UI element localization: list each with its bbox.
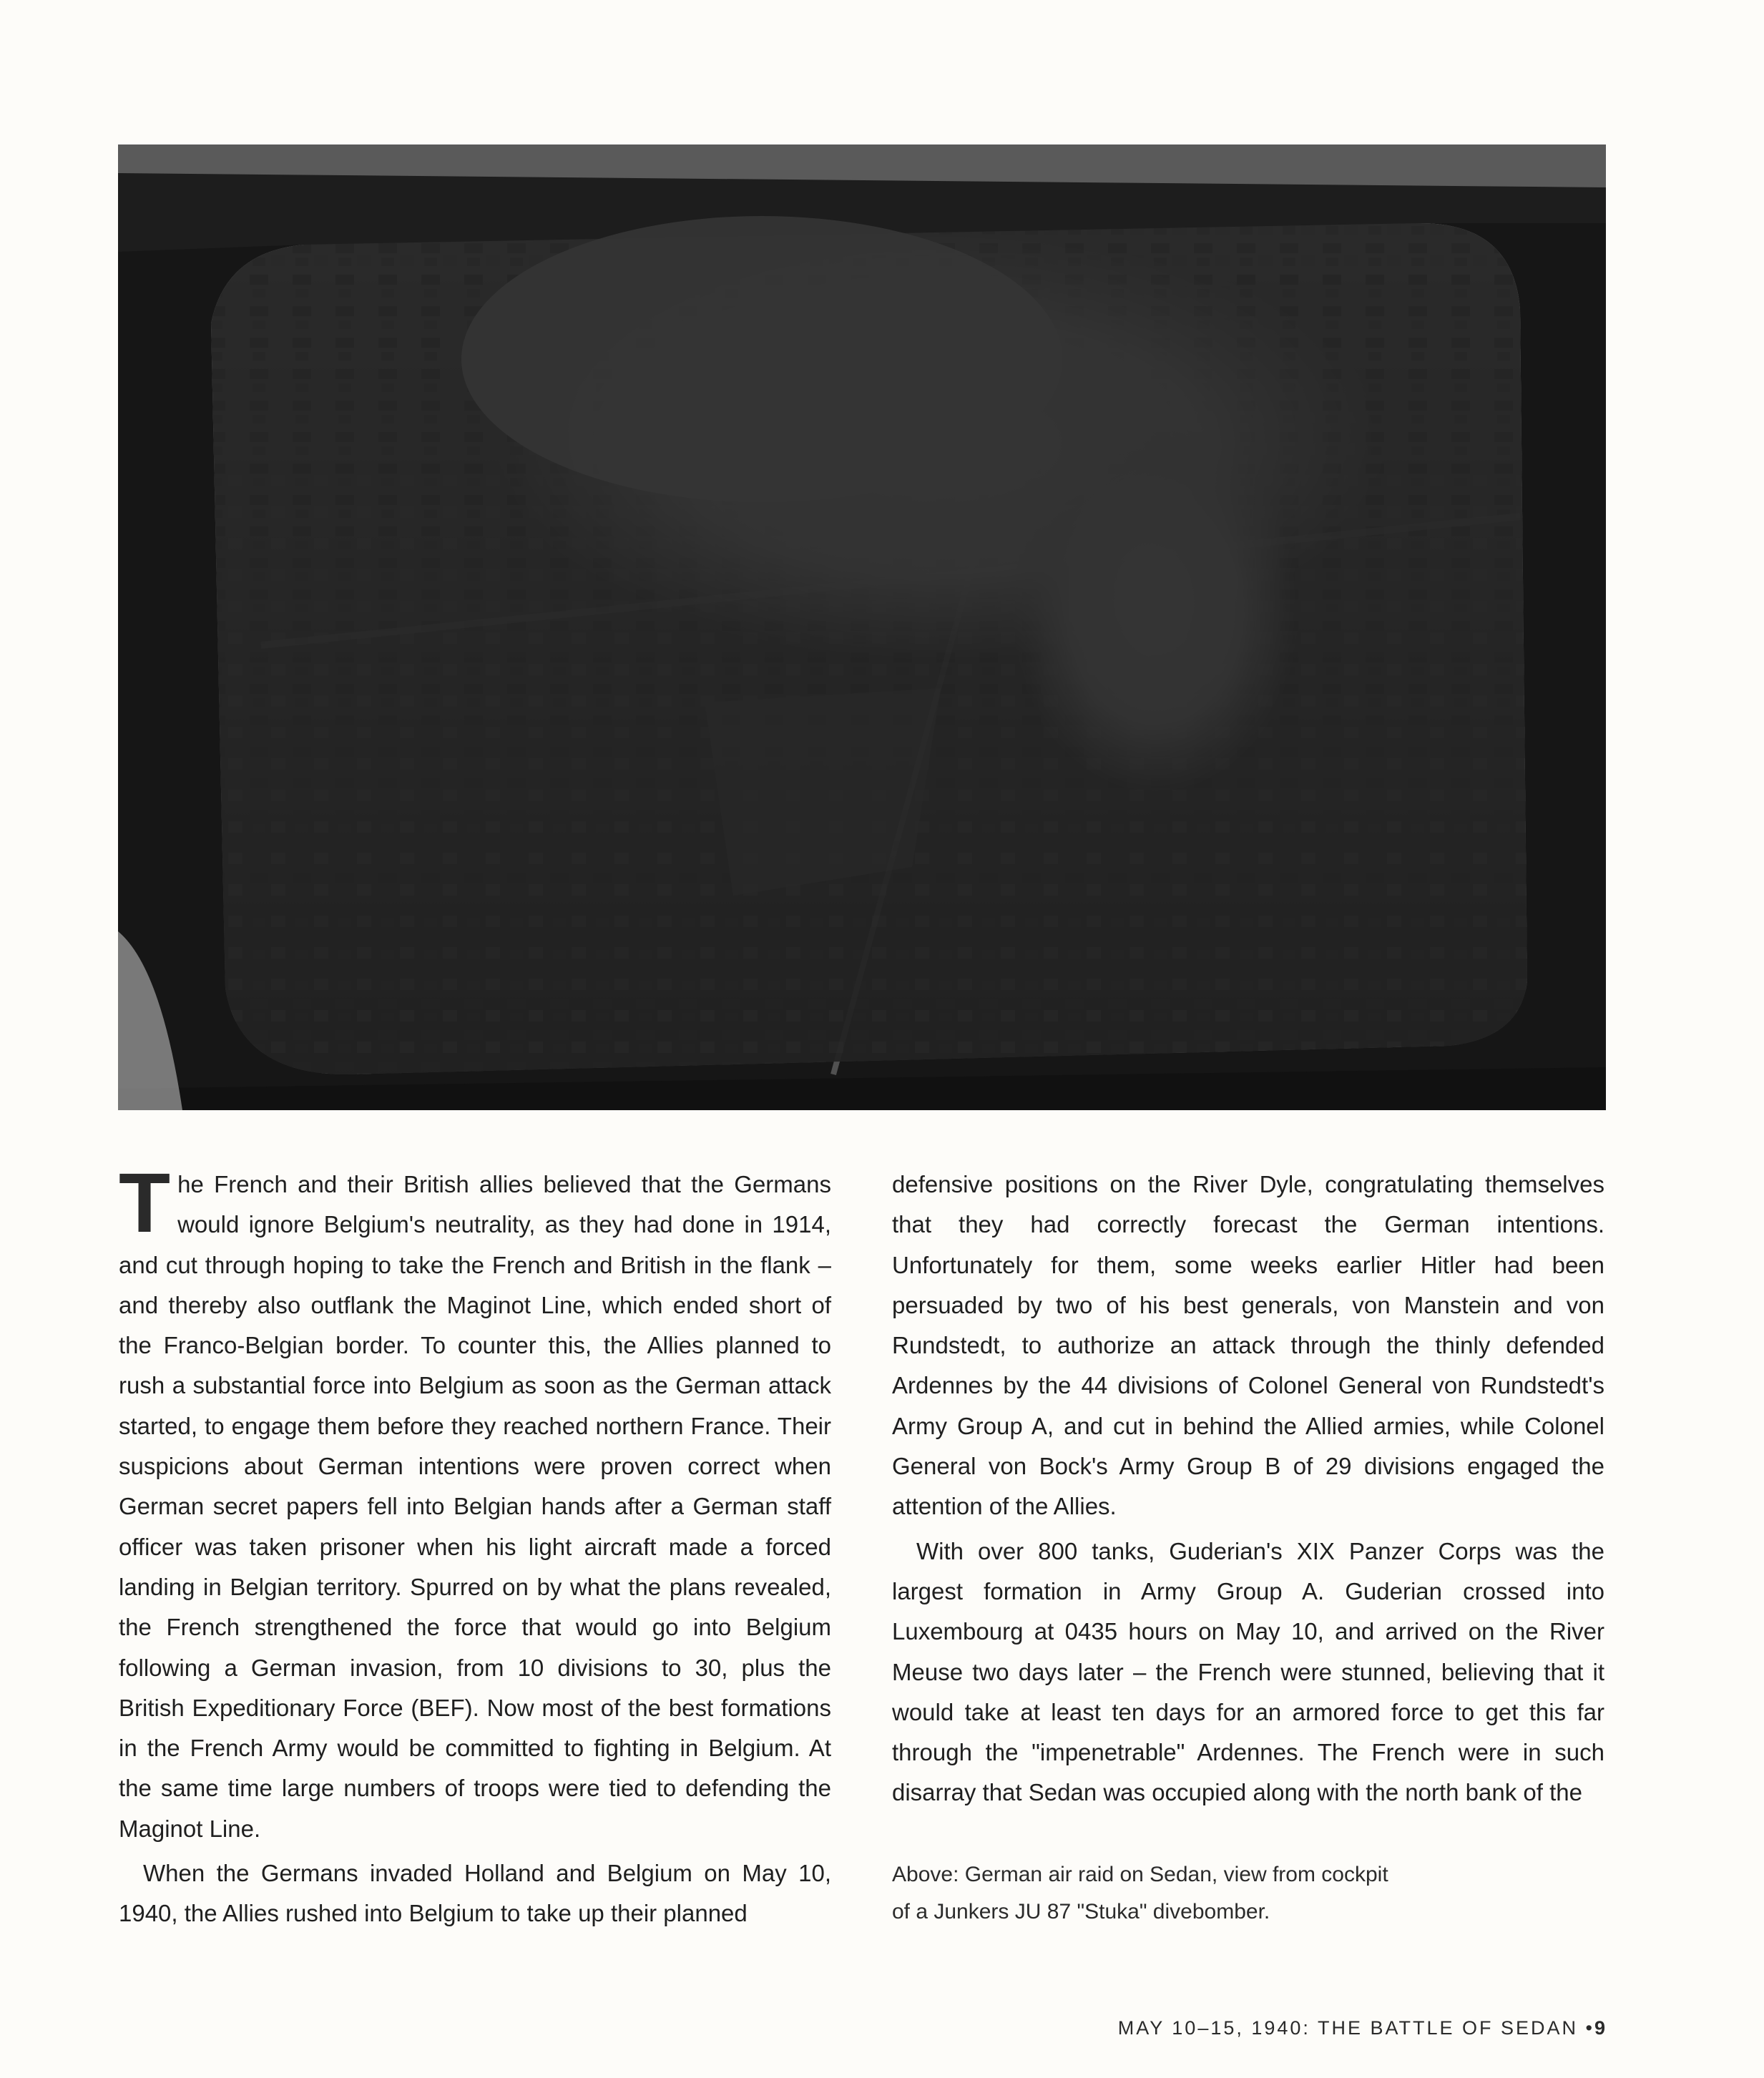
photo-caption <box>892 1856 1607 1931</box>
article-left-column <box>119 1156 831 1934</box>
page-number: 9 <box>1594 2017 1606 2039</box>
caption-line-1: Above: German air raid on Sedan, view from cockpit <box>892 1863 1388 1886</box>
drop-cap: T <box>119 1156 171 1250</box>
article-paragraph-4: With over 800 tanks, Guderian's XIX Panzer Corps was the largest formation in Army Group A. Guderian crossed into Luxembourg at 0435 hours on May 10, and arrived on the River Meuse two days later – the French were stunned, believing that it would take at least ten days for an armored force to get this far through the "impenetrable" Ardennes. The French were in such disarray that Sedan was occupied along with the north bank of the <box>892 1537 1604 1806</box>
footer-bullet: • <box>1585 2017 1594 2039</box>
cockpit-frame <box>118 144 1606 1074</box>
article-paragraph-3: defensive positions on the River Dyle, congratulating themselves that they had correctly forecast the German intentions. Unfortunately for them, some weeks earlier Hitler had been persuaded by two of his best generals, von Manstein and von Rundstedt, to authorize an attack through the thinly defended Ardennes by the 44 divisions of Colonel General von Rundstedt's Army Group A, and cut in behind the Allied armies, while Colonel General von Bock's Army Group B of 29 divisions engaged the attention of the Allies. <box>892 1171 1604 1520</box>
aerial-photo-sedan-air-raid <box>118 144 1606 1110</box>
running-title: MAY 10–15, 1940: THE BATTLE OF SEDAN <box>1117 2017 1578 2039</box>
article-paragraph-2: When the Germans invaded Holland and Belgium on May 10, 1940, the Allies rushed into Belgium to take up their planned <box>119 1860 831 1927</box>
paragraph-text: he French and their British allies believed that the Germans would ignore Belgium's neutrality, as they had done in 1914, and cut through hoping to take the French and British in the flank – and thereby also outflank the Maginot Line, which ended short of the Franco-Belgian border. To counter this, the Allies planned to rush a substantial force into Belgium as soon as the German attack started, to engage them before they reached northern France. Their suspicions about German intentions were proven correct when German secret papers fell into Belgian hands after a German staff officer was taken prisoner when his light aircraft made a forced landing in Belgian territory. Spurred on by what the plans revealed, the French strengthened the force that would go into Belgium following a German invasion, from 10 divisions to 30, plus the British Expeditionary Force (BEF). Now most of the best formations in the French Army would be committed to fighting in Belgium. At the same time large numbers of troops were tied to defending the Maginot Line. <box>119 1171 831 1842</box>
caption-line-2: of a Junkers JU 87 "Stuka" divebomber. <box>892 1900 1270 1923</box>
photo-drawing <box>118 144 1606 1110</box>
article-right-column <box>892 1165 1604 1813</box>
page-footer <box>1118 2017 1606 2039</box>
article-paragraph-1 <box>119 1156 831 1849</box>
